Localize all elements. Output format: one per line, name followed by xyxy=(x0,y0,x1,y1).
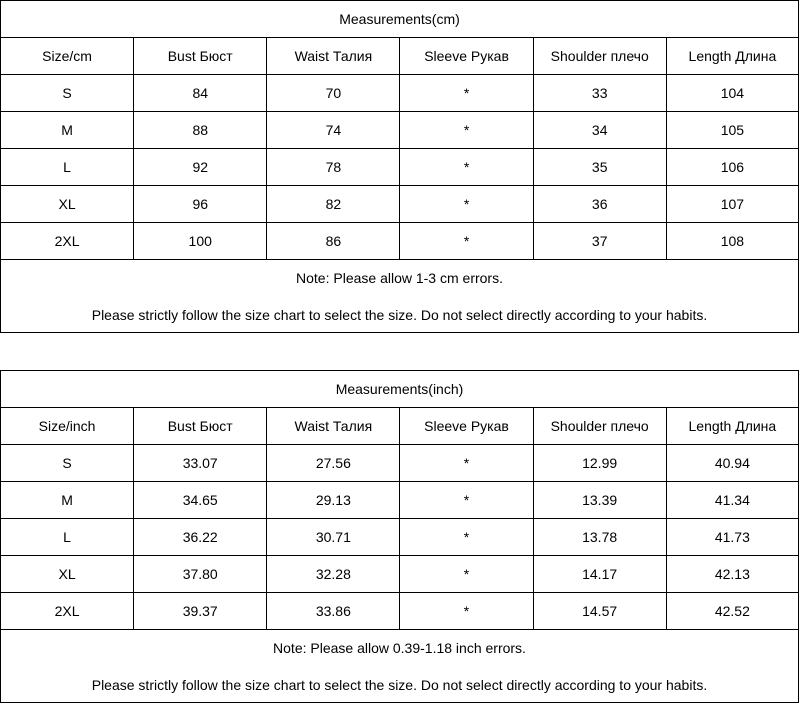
size-advice-note: Please strictly follow the size chart to select the size. Do not select directly according to your habits. xyxy=(91,676,708,693)
table-row xyxy=(1,482,799,519)
table-row xyxy=(1,519,799,556)
measurement-cell: 12.99 xyxy=(533,445,666,482)
measurement-cell: 33.86 xyxy=(267,593,400,630)
size-label-cell: M xyxy=(1,112,134,149)
size-label-cell: 2XL xyxy=(1,223,134,260)
measurement-cell: 14.57 xyxy=(533,593,666,630)
title-row xyxy=(1,371,799,408)
measurement-cell: 104 xyxy=(666,75,798,112)
size-chart-inch xyxy=(0,370,799,703)
measurement-cell: 82 xyxy=(267,186,400,223)
measurement-cell: 106 xyxy=(666,149,798,186)
measurement-cell: 14.17 xyxy=(533,556,666,593)
measurement-cell: 86 xyxy=(267,223,400,260)
measurement-cell: 13.39 xyxy=(533,482,666,519)
measurement-cell: 96 xyxy=(134,186,267,223)
measurement-cell: 78 xyxy=(267,149,400,186)
title-row xyxy=(1,1,799,38)
header-row xyxy=(1,38,799,75)
table-title: Measurements(cm) xyxy=(1,1,799,38)
column-header: Bust Бюст xyxy=(134,408,267,445)
measurement-cell: 41.73 xyxy=(666,519,798,556)
column-header: Shoulder плечо xyxy=(533,408,666,445)
measurement-cell: 100 xyxy=(134,223,267,260)
table-row xyxy=(1,593,799,630)
measurement-cell: 108 xyxy=(666,223,798,260)
table-title: Measurements(inch) xyxy=(1,371,799,408)
column-header: Length Длина xyxy=(666,408,798,445)
measurement-cell: 30.71 xyxy=(267,519,400,556)
note-cell xyxy=(1,630,799,703)
note-row xyxy=(1,260,799,333)
measurement-cell: 32.28 xyxy=(267,556,400,593)
column-header: Waist Талия xyxy=(267,408,400,445)
column-header: Bust Бюст xyxy=(134,38,267,75)
column-header: Size/cm xyxy=(1,38,134,75)
measurement-cell: 40.94 xyxy=(666,445,798,482)
measurement-cell: 37.80 xyxy=(134,556,267,593)
column-header: Sleeve Рукав xyxy=(400,38,533,75)
size-label-cell: L xyxy=(1,519,134,556)
measurement-cell: * xyxy=(400,593,533,630)
measurement-cell: 13.78 xyxy=(533,519,666,556)
measurement-cell: 88 xyxy=(134,112,267,149)
measurement-cell: * xyxy=(400,223,533,260)
header-row xyxy=(1,408,799,445)
note-row xyxy=(1,630,799,703)
measurement-cell: * xyxy=(400,482,533,519)
measurement-cell: 42.13 xyxy=(666,556,798,593)
column-header: Length Длина xyxy=(666,38,798,75)
measurement-cell: 34 xyxy=(533,112,666,149)
measurement-cell: 41.34 xyxy=(666,482,798,519)
measurement-cell: 105 xyxy=(666,112,798,149)
measurement-cell: 37 xyxy=(533,223,666,260)
size-label-cell: S xyxy=(1,75,134,112)
measurement-cell: 36 xyxy=(533,186,666,223)
error-note: Note: Please allow 1-3 cm errors. xyxy=(296,269,503,286)
size-label-cell: M xyxy=(1,482,134,519)
table-row xyxy=(1,556,799,593)
measurement-cell: * xyxy=(400,149,533,186)
measurement-cell: 84 xyxy=(134,75,267,112)
measurement-cell: 27.56 xyxy=(267,445,400,482)
note-cell xyxy=(1,260,799,333)
column-header: Shoulder плечо xyxy=(533,38,666,75)
table-row xyxy=(1,223,799,260)
measurement-cell: 33 xyxy=(533,75,666,112)
error-note: Note: Please allow 0.39-1.18 inch errors. xyxy=(273,639,526,656)
measurement-cell: * xyxy=(400,186,533,223)
size-label-cell: L xyxy=(1,149,134,186)
column-header: Sleeve Рукав xyxy=(400,408,533,445)
measurement-cell: 42.52 xyxy=(666,593,798,630)
size-chart-inch-body xyxy=(1,371,799,703)
measurement-cell: 29.13 xyxy=(267,482,400,519)
measurement-cell: 35 xyxy=(533,149,666,186)
measurement-cell: 107 xyxy=(666,186,798,223)
measurement-cell: 36.22 xyxy=(134,519,267,556)
measurement-cell: * xyxy=(400,445,533,482)
measurement-cell: 92 xyxy=(134,149,267,186)
measurement-cell: * xyxy=(400,112,533,149)
measurement-cell: 33.07 xyxy=(134,445,267,482)
table-row xyxy=(1,149,799,186)
size-label-cell: XL xyxy=(1,556,134,593)
measurement-cell: 39.37 xyxy=(134,593,267,630)
size-label-cell: 2XL xyxy=(1,593,134,630)
column-header: Size/inch xyxy=(1,408,134,445)
size-label-cell: S xyxy=(1,445,134,482)
size-chart-cm-body xyxy=(1,1,799,333)
size-label-cell: XL xyxy=(1,186,134,223)
table-row xyxy=(1,186,799,223)
measurement-cell: * xyxy=(400,556,533,593)
table-row xyxy=(1,445,799,482)
measurement-cell: * xyxy=(400,75,533,112)
table-row xyxy=(1,75,799,112)
measurement-cell: * xyxy=(400,519,533,556)
size-advice-note: Please strictly follow the size chart to select the size. Do not select directly according to your habits. xyxy=(91,306,708,323)
measurement-cell: 34.65 xyxy=(134,482,267,519)
measurement-cell: 70 xyxy=(267,75,400,112)
column-header: Waist Талия xyxy=(267,38,400,75)
table-row xyxy=(1,112,799,149)
size-chart-cm xyxy=(0,0,799,333)
measurement-cell: 74 xyxy=(267,112,400,149)
